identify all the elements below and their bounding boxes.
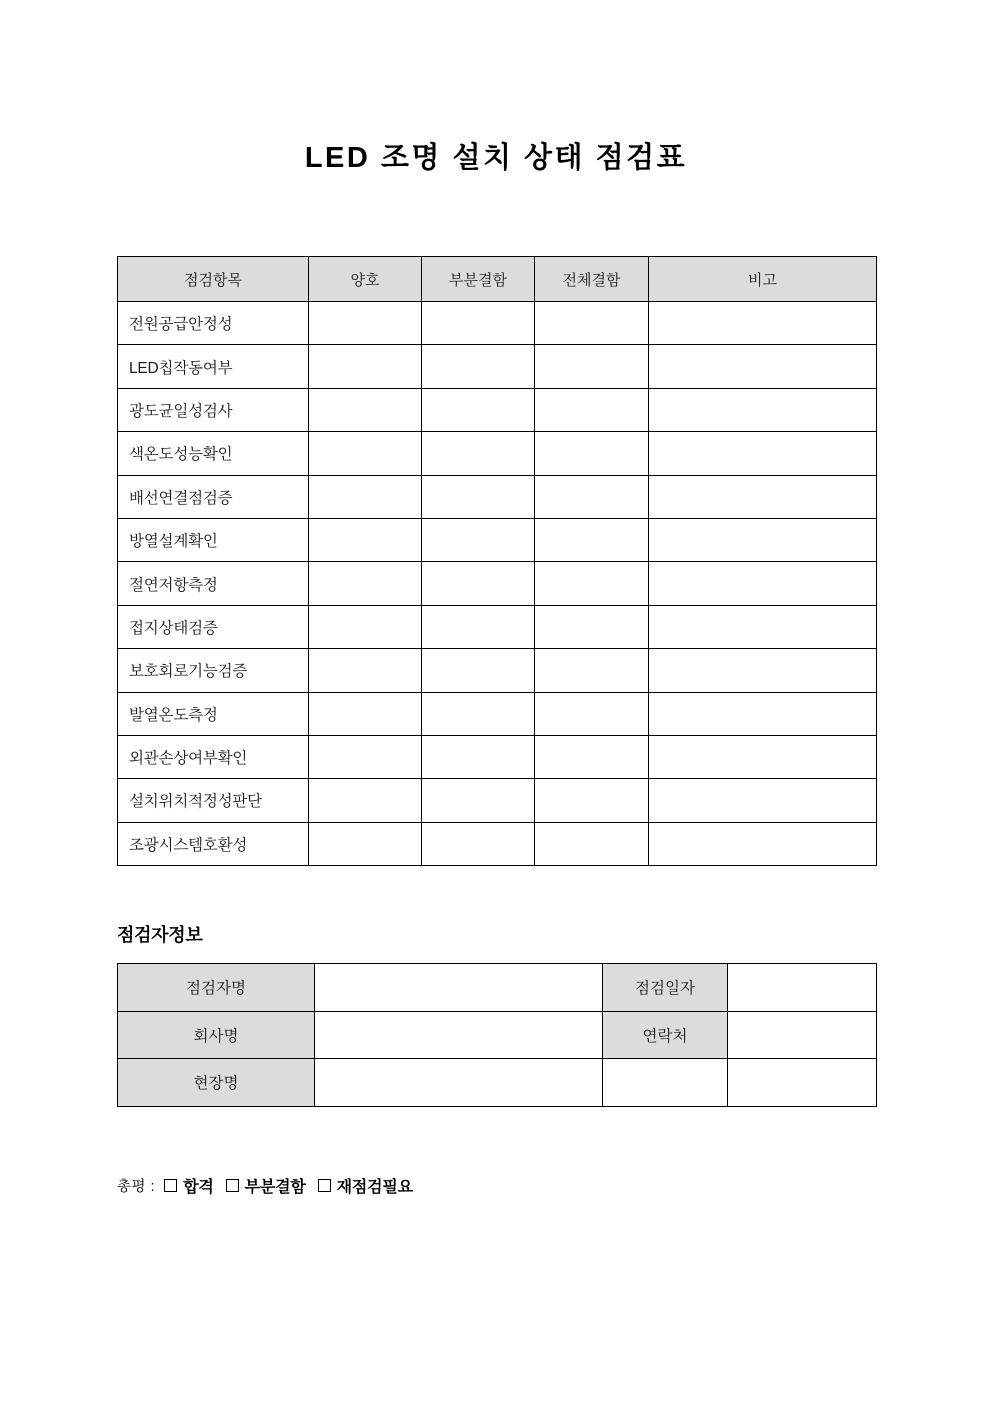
checkcell-partial-defect[interactable] — [422, 432, 535, 475]
checkbox-icon-partial-defect[interactable] — [226, 1179, 239, 1192]
header-cell-item: 점검항목 — [118, 257, 309, 302]
info-label-inspector-name: 점검자명 — [118, 964, 315, 1012]
checkcell-good[interactable] — [309, 822, 422, 865]
page-title: LED 조명 설치 상태 점검표 — [304, 142, 688, 174]
info-value-inspector-name[interactable] — [315, 964, 603, 1012]
checkcell-partial-defect[interactable] — [422, 475, 535, 518]
inspection-item-label: 전원공급안정성 — [118, 302, 309, 345]
table-row — [118, 302, 877, 345]
checkbox-icon-pass[interactable] — [164, 1179, 177, 1192]
checkcell-partial-defect[interactable] — [422, 692, 535, 735]
summary-option-reinspection: 재점검필요 — [336, 1179, 413, 1196]
info-cell-empty-2[interactable] — [728, 1059, 877, 1107]
remarks-cell[interactable] — [649, 649, 877, 692]
checkcell-good[interactable] — [309, 605, 422, 648]
info-value-site[interactable] — [315, 1059, 603, 1107]
remarks-cell[interactable] — [649, 432, 877, 475]
inspection-item-label: 색온도성능확인 — [118, 432, 309, 475]
checkcell-good[interactable] — [309, 432, 422, 475]
summary-option-partial-defect: 부분결함 — [244, 1179, 306, 1196]
checkcell-partial-defect[interactable] — [422, 518, 535, 561]
info-label-company: 회사명 — [118, 1011, 315, 1059]
overall-evaluation-line — [117, 1174, 423, 1197]
info-label-contact: 연락처 — [603, 1011, 728, 1059]
inspection-item-label: 보호회로기능검증 — [118, 649, 309, 692]
table-header-row — [118, 257, 877, 302]
checkcell-full-defect[interactable] — [535, 432, 649, 475]
checkcell-full-defect[interactable] — [535, 345, 649, 388]
remarks-cell[interactable] — [649, 475, 877, 518]
checkcell-full-defect[interactable] — [535, 475, 649, 518]
remarks-cell[interactable] — [649, 562, 877, 605]
remarks-cell[interactable] — [649, 302, 877, 345]
header-cell-good: 양호 — [309, 257, 422, 302]
table-row — [118, 692, 877, 735]
checkcell-good[interactable] — [309, 388, 422, 431]
inspection-item-label: 외관손상여부확인 — [118, 735, 309, 778]
checkcell-partial-defect[interactable] — [422, 302, 535, 345]
info-label-inspection-date: 점검일자 — [603, 964, 728, 1012]
checkbox-icon-reinspection[interactable] — [318, 1179, 331, 1192]
header-cell-remarks: 비고 — [649, 257, 877, 302]
checkcell-partial-defect[interactable] — [422, 779, 535, 822]
inspection-checklist-table — [117, 256, 877, 866]
table-row — [118, 432, 877, 475]
checkcell-good[interactable] — [309, 475, 422, 518]
info-value-inspection-date[interactable] — [728, 964, 877, 1012]
inspection-item-label: 조광시스템호환성 — [118, 822, 309, 865]
checkcell-partial-defect[interactable] — [422, 605, 535, 648]
remarks-cell[interactable] — [649, 388, 877, 431]
summary-prefix-label: 총평 : — [117, 1179, 156, 1195]
info-value-company[interactable] — [315, 1011, 603, 1059]
checkcell-good[interactable] — [309, 518, 422, 561]
header-cell-full-defect: 전체결함 — [535, 257, 649, 302]
checkcell-good[interactable] — [309, 735, 422, 778]
info-value-contact[interactable] — [728, 1011, 877, 1059]
checkcell-partial-defect[interactable] — [422, 345, 535, 388]
table-row — [118, 345, 877, 388]
table-row — [118, 605, 877, 648]
checkcell-full-defect[interactable] — [535, 779, 649, 822]
inspection-item-label: 설치위치적정성판단 — [118, 779, 309, 822]
checkcell-partial-defect[interactable] — [422, 562, 535, 605]
checkcell-good[interactable] — [309, 692, 422, 735]
table-row — [118, 518, 877, 561]
remarks-cell[interactable] — [649, 735, 877, 778]
checkcell-full-defect[interactable] — [535, 562, 649, 605]
checkcell-full-defect[interactable] — [535, 605, 649, 648]
inspection-item-label: 광도균일성검사 — [118, 388, 309, 431]
info-row-site — [118, 1059, 877, 1107]
info-row-inspector-name — [118, 964, 877, 1012]
summary-option-pass: 합격 — [183, 1179, 214, 1196]
inspection-item-label: 절연저항측정 — [118, 562, 309, 605]
checkcell-good[interactable] — [309, 302, 422, 345]
checkcell-good[interactable] — [309, 779, 422, 822]
inspector-info-table — [117, 963, 877, 1107]
checkcell-full-defect[interactable] — [535, 518, 649, 561]
checkcell-full-defect[interactable] — [535, 388, 649, 431]
checkcell-partial-defect[interactable] — [422, 822, 535, 865]
table-row — [118, 822, 877, 865]
inspection-item-label: 접지상태검증 — [118, 605, 309, 648]
inspector-info-heading: 점검자정보 — [117, 925, 203, 945]
checkcell-partial-defect[interactable] — [422, 388, 535, 431]
remarks-cell[interactable] — [649, 518, 877, 561]
inspection-item-label: LED칩작동여부 — [118, 345, 309, 388]
table-row — [118, 562, 877, 605]
info-row-company — [118, 1011, 877, 1059]
checkcell-partial-defect[interactable] — [422, 649, 535, 692]
table-row — [118, 735, 877, 778]
checkcell-good[interactable] — [309, 649, 422, 692]
remarks-cell[interactable] — [649, 692, 877, 735]
checkcell-full-defect[interactable] — [535, 822, 649, 865]
remarks-cell[interactable] — [649, 345, 877, 388]
checkcell-good[interactable] — [309, 345, 422, 388]
inspection-item-label: 방열설계확인 — [118, 518, 309, 561]
checkcell-full-defect[interactable] — [535, 692, 649, 735]
checkcell-full-defect[interactable] — [535, 649, 649, 692]
checkcell-good[interactable] — [309, 562, 422, 605]
checkcell-full-defect[interactable] — [535, 735, 649, 778]
remarks-cell[interactable] — [649, 779, 877, 822]
checkcell-partial-defect[interactable] — [422, 735, 535, 778]
table-row — [118, 779, 877, 822]
info-label-site: 현장명 — [118, 1059, 315, 1107]
table-row — [118, 388, 877, 431]
header-cell-partial-defect: 부분결함 — [422, 257, 535, 302]
inspection-item-label: 발열온도측정 — [118, 692, 309, 735]
table-row — [118, 475, 877, 518]
table-row — [118, 649, 877, 692]
checkcell-full-defect[interactable] — [535, 302, 649, 345]
remarks-cell[interactable] — [649, 822, 877, 865]
remarks-cell[interactable] — [649, 605, 877, 648]
info-cell-empty-1[interactable] — [603, 1059, 728, 1107]
inspection-item-label: 배선연결점검증 — [118, 475, 309, 518]
